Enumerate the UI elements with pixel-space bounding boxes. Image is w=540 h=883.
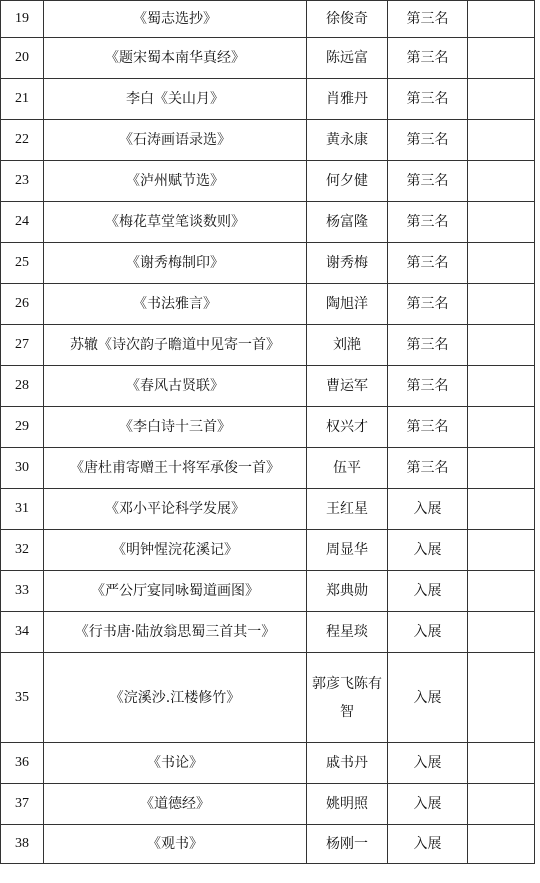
entry-number: 29	[1, 407, 44, 448]
remark-cell	[468, 743, 535, 784]
entry-number: 31	[1, 489, 44, 530]
remark-cell	[468, 489, 535, 530]
work-title: 《严公厅宴同咏蜀道画图》	[44, 571, 307, 612]
remark-cell	[468, 79, 535, 120]
entry-number: 21	[1, 79, 44, 120]
table-row	[1, 825, 535, 864]
remark-cell	[468, 407, 535, 448]
table-row	[1, 366, 535, 407]
author-name: 郭彦飞陈有智	[307, 653, 388, 743]
entry-number: 36	[1, 743, 44, 784]
award-level: 第三名	[388, 366, 468, 407]
award-level: 入展	[388, 571, 468, 612]
work-title: 《唐杜甫寄赠王十将军承俊一首》	[44, 448, 307, 489]
remark-cell	[468, 161, 535, 202]
remark-cell	[468, 784, 535, 825]
author-name: 徐俊奇	[307, 1, 388, 38]
award-level: 第三名	[388, 325, 468, 366]
author-name: 陶旭洋	[307, 284, 388, 325]
author-name: 刘滟	[307, 325, 388, 366]
table-row	[1, 120, 535, 161]
entry-number: 26	[1, 284, 44, 325]
remark-cell	[468, 530, 535, 571]
author-name: 权兴才	[307, 407, 388, 448]
table-row	[1, 243, 535, 284]
author-name: 王红星	[307, 489, 388, 530]
award-level: 第三名	[388, 407, 468, 448]
author-name: 程星琰	[307, 612, 388, 653]
work-title: 《浣溪沙.江楼修竹》	[44, 653, 307, 743]
table-row	[1, 202, 535, 243]
author-name: 谢秀梅	[307, 243, 388, 284]
table-row	[1, 653, 535, 743]
table-row	[1, 612, 535, 653]
award-level: 入展	[388, 743, 468, 784]
work-title: 《邓小平论科学发展》	[44, 489, 307, 530]
award-level: 第三名	[388, 79, 468, 120]
work-title: 《观书》	[44, 825, 307, 864]
work-title: 《书法雅言》	[44, 284, 307, 325]
remark-cell	[468, 120, 535, 161]
award-level: 入展	[388, 653, 468, 743]
entry-number: 38	[1, 825, 44, 864]
remark-cell	[468, 38, 535, 79]
award-level: 第三名	[388, 284, 468, 325]
work-title: 《题宋蜀本南华真经》	[44, 38, 307, 79]
table-row	[1, 325, 535, 366]
table-row	[1, 1, 535, 38]
remark-cell	[468, 243, 535, 284]
remark-cell	[468, 571, 535, 612]
entry-number: 27	[1, 325, 44, 366]
author-name: 杨刚一	[307, 825, 388, 864]
entry-number: 34	[1, 612, 44, 653]
work-title: 《道德经》	[44, 784, 307, 825]
award-level: 第三名	[388, 1, 468, 38]
work-title: 《梅花草堂笔谈数则》	[44, 202, 307, 243]
table-row	[1, 161, 535, 202]
author-name: 黄永康	[307, 120, 388, 161]
author-name: 陈远富	[307, 38, 388, 79]
remark-cell	[468, 653, 535, 743]
work-title: 苏辙《诗次韵子瞻道中见寄一首》	[44, 325, 307, 366]
remark-cell	[468, 612, 535, 653]
results-table-body	[1, 1, 535, 864]
table-row	[1, 38, 535, 79]
work-title: 《石涛画语录选》	[44, 120, 307, 161]
author-name: 伍平	[307, 448, 388, 489]
work-title: 《泸州赋节选》	[44, 161, 307, 202]
entry-number: 25	[1, 243, 44, 284]
entry-number: 30	[1, 448, 44, 489]
award-level: 入展	[388, 612, 468, 653]
remark-cell	[468, 284, 535, 325]
remark-cell	[468, 325, 535, 366]
table-row	[1, 489, 535, 530]
award-level: 第三名	[388, 161, 468, 202]
remark-cell	[468, 1, 535, 38]
award-level: 第三名	[388, 38, 468, 79]
work-title: 《行书唐·陆放翁思蜀三首其一》	[44, 612, 307, 653]
remark-cell	[468, 366, 535, 407]
work-title: 《书论》	[44, 743, 307, 784]
author-name: 郑典勋	[307, 571, 388, 612]
table-row	[1, 79, 535, 120]
entry-number: 23	[1, 161, 44, 202]
remark-cell	[468, 448, 535, 489]
award-level: 入展	[388, 530, 468, 571]
award-level: 第三名	[388, 202, 468, 243]
work-title: 《明钟惺浣花溪记》	[44, 530, 307, 571]
entry-number: 20	[1, 38, 44, 79]
entry-number: 35	[1, 653, 44, 743]
work-title: 《谢秀梅制印》	[44, 243, 307, 284]
award-level: 第三名	[388, 120, 468, 161]
author-name: 曹运军	[307, 366, 388, 407]
entry-number: 28	[1, 366, 44, 407]
work-title: 《蜀志选抄》	[44, 1, 307, 38]
table-row	[1, 448, 535, 489]
award-level: 第三名	[388, 448, 468, 489]
entry-number: 22	[1, 120, 44, 161]
award-level: 入展	[388, 825, 468, 864]
award-level: 第三名	[388, 243, 468, 284]
award-level: 入展	[388, 489, 468, 530]
author-name: 姚明照	[307, 784, 388, 825]
author-name: 肖雅丹	[307, 79, 388, 120]
work-title: 李白《关山月》	[44, 79, 307, 120]
entry-number: 19	[1, 1, 44, 38]
work-title: 《李白诗十三首》	[44, 407, 307, 448]
table-row	[1, 571, 535, 612]
table-row	[1, 743, 535, 784]
table-row	[1, 530, 535, 571]
remark-cell	[468, 825, 535, 864]
entry-number: 33	[1, 571, 44, 612]
table-row	[1, 284, 535, 325]
work-title: 《春风古贤联》	[44, 366, 307, 407]
remark-cell	[468, 202, 535, 243]
entry-number: 32	[1, 530, 44, 571]
entry-number: 24	[1, 202, 44, 243]
author-name: 何夕健	[307, 161, 388, 202]
author-name: 杨富隆	[307, 202, 388, 243]
table-row	[1, 784, 535, 825]
award-level: 入展	[388, 784, 468, 825]
table-row	[1, 407, 535, 448]
entry-number: 37	[1, 784, 44, 825]
author-name: 戚书丹	[307, 743, 388, 784]
author-name: 周显华	[307, 530, 388, 571]
